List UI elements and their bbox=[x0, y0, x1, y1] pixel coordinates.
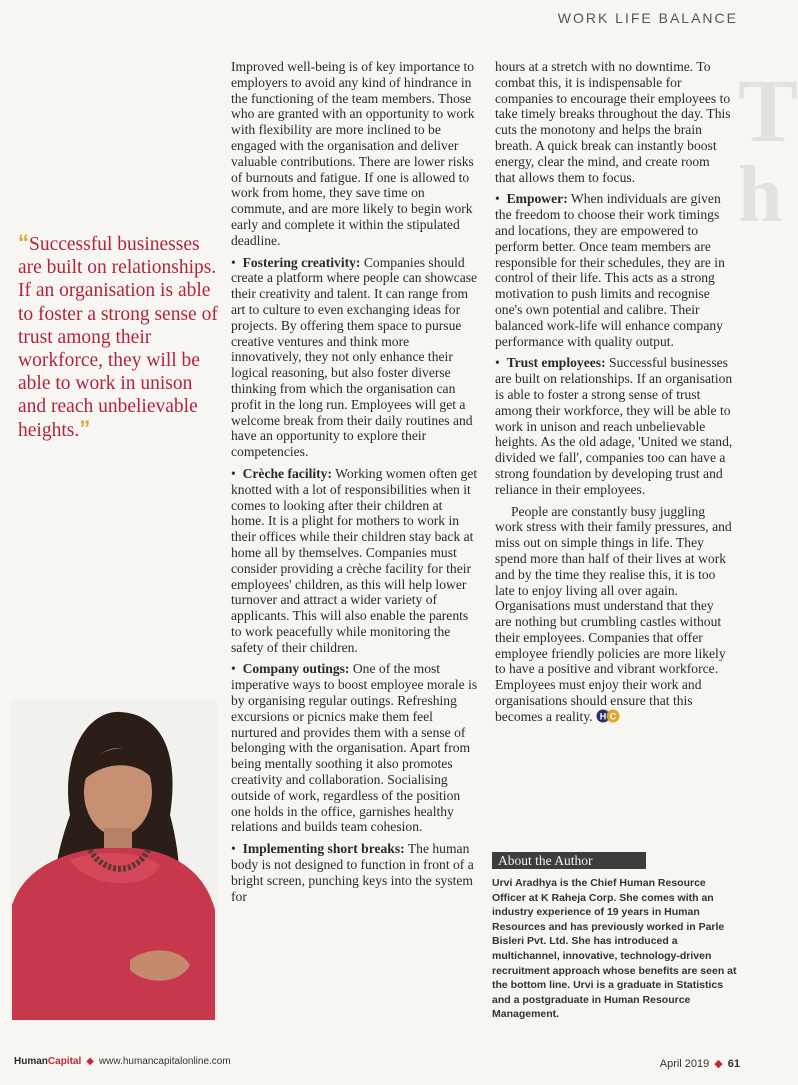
close-quote-icon: ” bbox=[79, 415, 91, 441]
about-author-heading: About the Author bbox=[492, 852, 646, 869]
diamond-icon: ◆ bbox=[714, 1058, 723, 1070]
issue-date: April 2019 bbox=[659, 1058, 710, 1070]
bullet-trust: • Trust employees: Successful businesses are built on relationships. If an organisation is able to foster a strong sense of trust among their workforce, they will be able to work in unison and reach unbelievable heights. As the old adage, 'United we stand, divided we fall', companies too can have a strong foundation by developing trust and reliance in their employees. bbox=[495, 355, 733, 497]
closing-text: People are constantly busy juggling work stress with their family pressures, and miss out on simple things in life. They spend more than half of their lives at work and by the time they realise this, it is too late to enjoy living all over again. Organisations must understand that they are nothing but crumbling castles without their employees. Companies that offer employee friendly policies are more likely to have a positive and vibrant workforce. Employees must enjoy their work and organisations should ensure that this becomes a reality. bbox=[495, 503, 732, 724]
bullet-creche: • Crèche facility: Working women often get knotted with a lot of responsibilities when it comes to looking after their children at home. It is a plight for mothers to work in their offices while their children stay back at home all by themselves. Companies must consider providing a crèche facility for their employees' children, as this will help lower turnover and attract a wider variety of applicants. This will also enable the parents to work peacefully while monitoring the safety of their children. bbox=[231, 465, 478, 655]
svg-text:C: C bbox=[609, 711, 617, 722]
bullet-heading: Implementing short breaks: bbox=[242, 841, 405, 857]
section-tag: WORK LIFE BALANCE bbox=[557, 10, 738, 26]
footer-page-info bbox=[660, 1057, 740, 1070]
pull-quote-text: Successful businesses are built on relationships. If an organisation is able to foster a strong sense of trust among their workforce, they will be able to work in unison and reach unbelievable heights. bbox=[18, 234, 218, 441]
svg-text:H: H bbox=[599, 711, 607, 722]
brand-name-part2: Capital bbox=[47, 1056, 82, 1067]
about-author-text: Urvi Aradhya is the Chief Human Resource Officer at K Raheja Corp. She comes with an industry experience of 19 years in Human Resources and has previously worked in Parle Bisleri Pvt. Ltd. She has introduced a multichannel, innovative, technology-driven recruitment approach whose benefits are seen at the bottom line. Urvi is a graduate in Statistics and a postgraduate in Human Resource Management. bbox=[492, 877, 737, 1021]
article-column-1 bbox=[231, 59, 478, 910]
bullet-breaks: • Implementing short breaks: The human body is not designed to function in front of a bright screen, punching keys into the system for bbox=[231, 841, 474, 904]
bullet-heading: Trust employees: bbox=[506, 355, 606, 371]
intro-paragraph: Improved well-being is of key importance to employers to avoid any kind of hindrance in the functioning of the team members. Those who are granted with an opportunity to work with flexibility are more inclined to be engaged with the organisation and deliver valuable contributions. There are lower risks of burnouts and fatigue. If one is allowed to work from home, they save time on commute, and are more likely to begin work early and complete it within the stipulated deadline. bbox=[231, 59, 475, 248]
author-photo bbox=[10, 700, 217, 1020]
breaks-continued: hours at a stretch with no downtime. To combat this, it is indispensable for companies to encourage their employees to take timely breaks throughout the day. This cuts the monotony and helps the brain breath. A quick break can instantly boost energy, clear the mind, and create room that allows them to focus. bbox=[495, 59, 731, 185]
page-number: 61 bbox=[727, 1058, 740, 1070]
bullet-empower: • Empower: When individuals are given the freedom to choose their work timings and locations, they are empowered to perform better. Once team members are responsible for their schedules, they are in control of their life. This acts as a strong motivation to push limits and recognise one's own potential and calibre. Their balanced work-life will enhance company performance with quality output. bbox=[495, 191, 725, 349]
background-letter-h: h bbox=[738, 151, 783, 239]
closing-paragraph bbox=[495, 504, 733, 725]
footer-brand bbox=[14, 1056, 231, 1067]
bullet-text: One of the most imperative ways to boost employee morale is by organising regular outings. Refreshing excursions or picnics make them feel nurtured and provides them with a sense of belonging with the organisation. Apart from being mentally soothing it also promotes creativity and collaboration. Socialising outside of work, regardless of the position one holds in the office, garnishes healthy relations and builds team cohesion. bbox=[231, 661, 478, 835]
background-letter-t: T bbox=[738, 62, 798, 161]
hc-end-mark-icon bbox=[596, 709, 620, 723]
bullet-creativity: • Fostering creativity: Companies should create a platform where people can showcase their creativity and talent. It can range from art to culture to even exchanging ideas for projects. By offering them space to pursue creative ventures and think more innovatively, they not only enhance their logical reasoning, but also foster diverse thinking from which the organisation can profit in the long run. Employees will get a welcome break from their daily routines and have an opportunity to explore their competencies. bbox=[231, 254, 478, 460]
brand-name-part1: Human bbox=[14, 1056, 48, 1067]
pull-quote bbox=[18, 230, 223, 442]
bullet-heading: Crèche facility: bbox=[242, 465, 333, 481]
bullet-heading: Company outings: bbox=[242, 661, 350, 677]
bullet-text: Working women often get knotted with a lot of responsibilities when it comes to looking after their children at home. It is a plight for mothers to work in their offices while their children stay back at home all by themselves. Companies must consider providing a crèche facility for their employees' children, as this will help lower turnover and attract a wider variety of applicants. This will also enable the parents to work peacefully while monitoring the safety of their children. bbox=[231, 465, 478, 655]
bullet-outings: • Company outings: One of the most imperative ways to boost employee morale is by organising regular outings. Refreshing excursions or picnics make them feel nurtured and provides them with a sense of belonging with the organisation. Apart from being mentally soothing it also promotes creativity and collaboration. Socialising outside of work, regardless of the position one holds in the office, garnishes healthy relations and builds team cohesion. bbox=[231, 661, 478, 835]
bullet-heading: Empower: bbox=[506, 191, 568, 207]
diamond-icon: ◆ bbox=[86, 1056, 94, 1067]
bullet-text: Companies should create a platform where people can showcase their creativity and talent. It can range from art to culture to even exchanging ideas for projects. By offering them space to pursue creative ventures and think more innovatively, they not only enhance their logical reasoning, but also foster diverse thinking from which the organisation can profit in the long run. Employees will get a welcome break from their daily routines and have an opportunity to explore their competencies. bbox=[231, 254, 478, 460]
footer-url[interactable]: www.humancapitalonline.com bbox=[98, 1056, 231, 1067]
bullet-heading: Fostering creativity: bbox=[242, 254, 361, 270]
bullet-text: The human body is not designed to function in front of a bright screen, punching keys into the system for bbox=[231, 841, 474, 904]
bullet-text: When individuals are given the freedom to choose their work timings and locations, they are empowered to perform better. Once team members are responsible for their schedules, they are in control of their life. This acts as a strong motivation to push limits and recognise one's own potential and calibre. Their balanced work-life will enhance company performance with quality output. bbox=[495, 191, 725, 349]
article-column-2 bbox=[495, 59, 733, 731]
open-quote-icon: “ bbox=[18, 230, 29, 255]
bullet-text: Successful businesses are built on relationships. If an organisation is able to foster a strong sense of trust among their workforce, they will be able to work in unison and reach unbelievable heights. As the old adage, 'United we stand, divided we fall', companies too can have a strong foundation by developing trust and reliance in their employees. bbox=[495, 355, 733, 497]
